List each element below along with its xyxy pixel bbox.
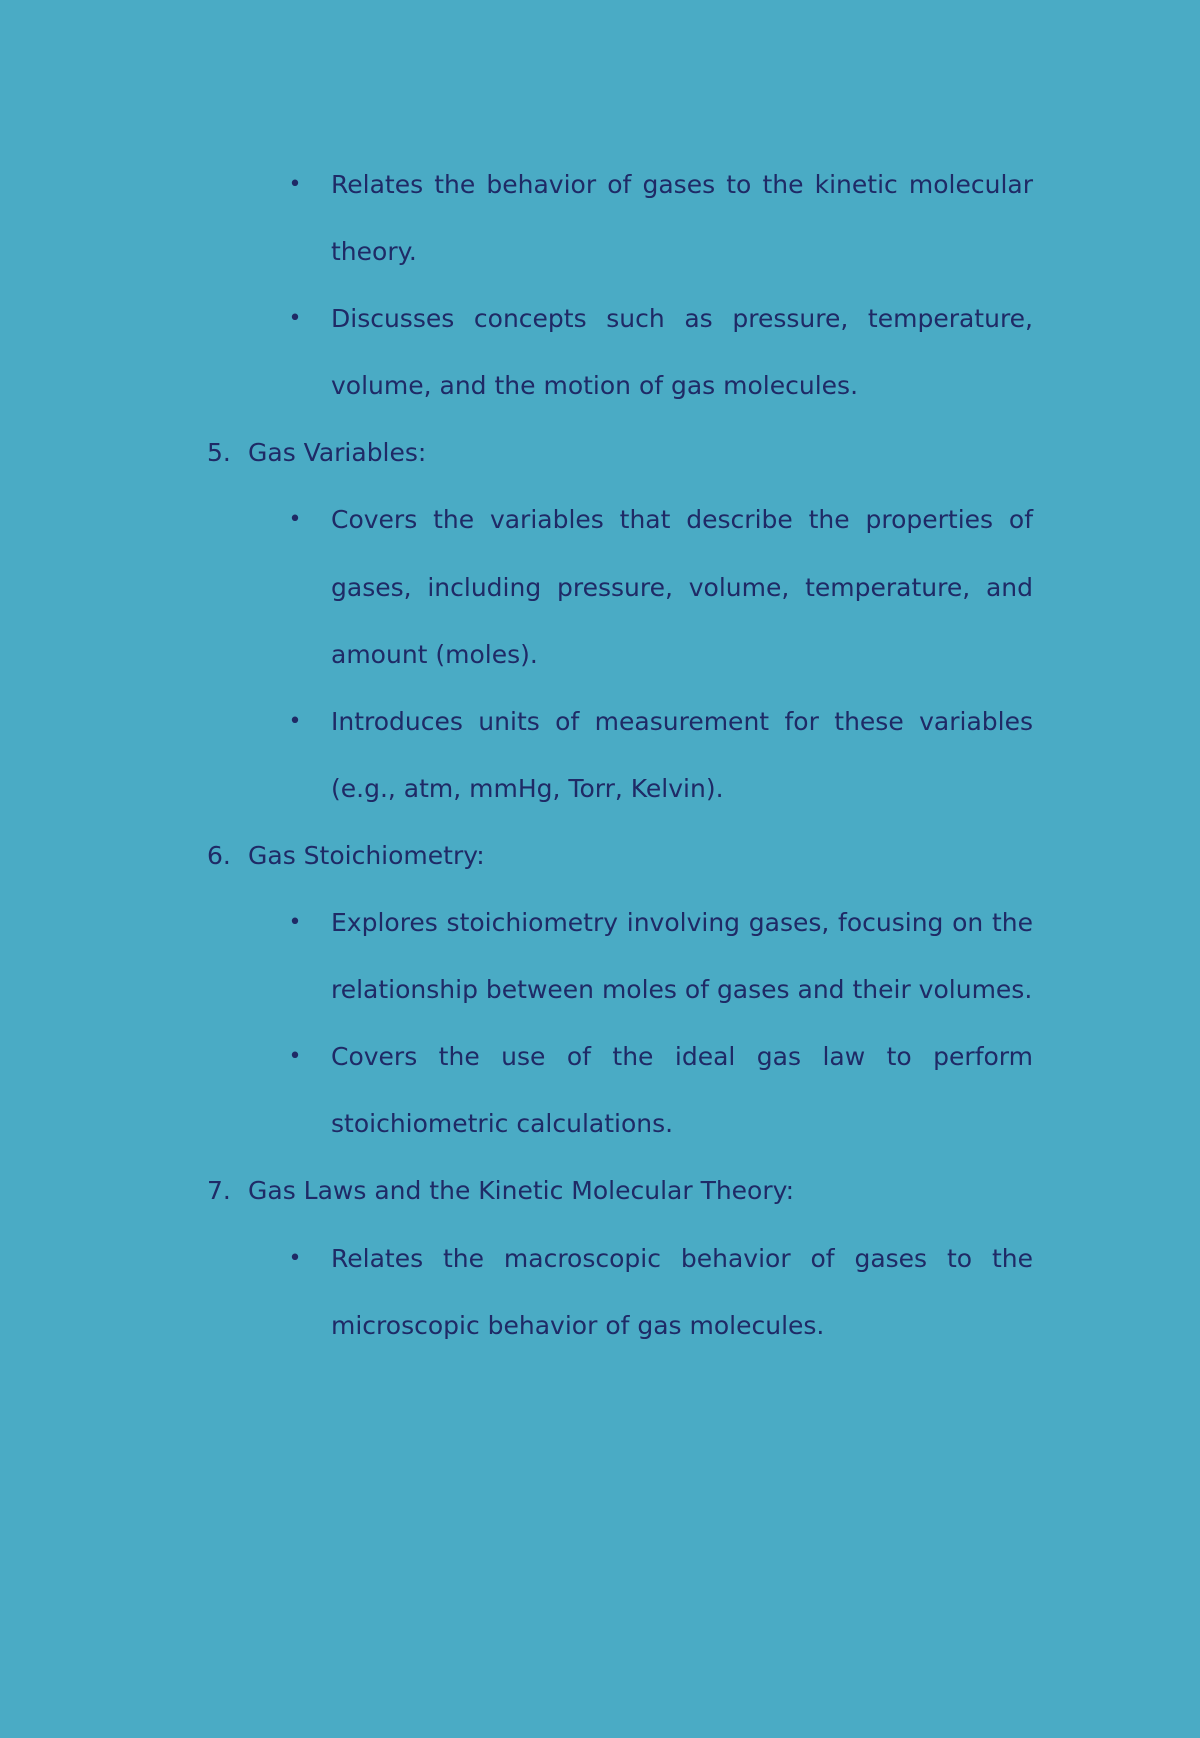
bullet-text: Relates the macroscopic behavior of gases to the microscopic behavior of gas molecules. xyxy=(331,1243,1033,1340)
section-heading-7 xyxy=(207,1157,1033,1224)
section-heading-6 xyxy=(207,822,1033,889)
intro-bullet-1 xyxy=(288,151,1033,285)
section-title: Gas Stoichiometry: xyxy=(248,840,485,870)
intro-bullet-2 xyxy=(288,285,1033,419)
section-heading-5 xyxy=(207,419,1033,486)
bullet-icon: • xyxy=(288,1044,302,1070)
bullet-icon: • xyxy=(288,507,302,533)
bullet-icon: • xyxy=(288,1245,302,1271)
bullet-text: Discusses concepts such as pressure, temperature, volume, and the motion of gas molecules. xyxy=(331,304,1033,401)
bullet-icon: • xyxy=(288,172,302,197)
bullet-icon: • xyxy=(288,306,302,332)
bullet-text: Covers the use of the ideal gas law to perform stoichiometric calculations. xyxy=(331,1042,1033,1139)
section-6-bullet-1 xyxy=(288,889,1033,1023)
section-5-bullet-1 xyxy=(288,486,1033,687)
section-7-bullet-1 xyxy=(288,1225,1033,1359)
section-title: Gas Variables: xyxy=(248,438,427,468)
section-number: 7. xyxy=(207,1176,231,1206)
bullet-text: Explores stoichiometry involving gases, focusing on the relationship between moles of gases and their volumes. xyxy=(331,908,1033,1005)
section-number: 6. xyxy=(207,840,231,870)
bullet-icon: • xyxy=(288,708,302,734)
bullet-text: Covers the variables that describe the properties of gases, including pressure, volume, temperature, and amount (moles). xyxy=(331,505,1033,669)
section-6-bullet-2 xyxy=(288,1023,1033,1157)
document-content xyxy=(0,151,1200,1359)
section-5-bullet-2 xyxy=(288,688,1033,822)
bullet-text: Introduces units of measurement for these variables (e.g., atm, mmHg, Torr, Kelvin). xyxy=(331,706,1033,803)
bullet-text: Relates the behavior of gases to the kinetic molecular theory. xyxy=(331,170,1033,267)
bullet-icon: • xyxy=(288,910,302,936)
section-title: Gas Laws and the Kinetic Molecular Theory: xyxy=(248,1176,795,1206)
section-number: 5. xyxy=(207,438,231,468)
